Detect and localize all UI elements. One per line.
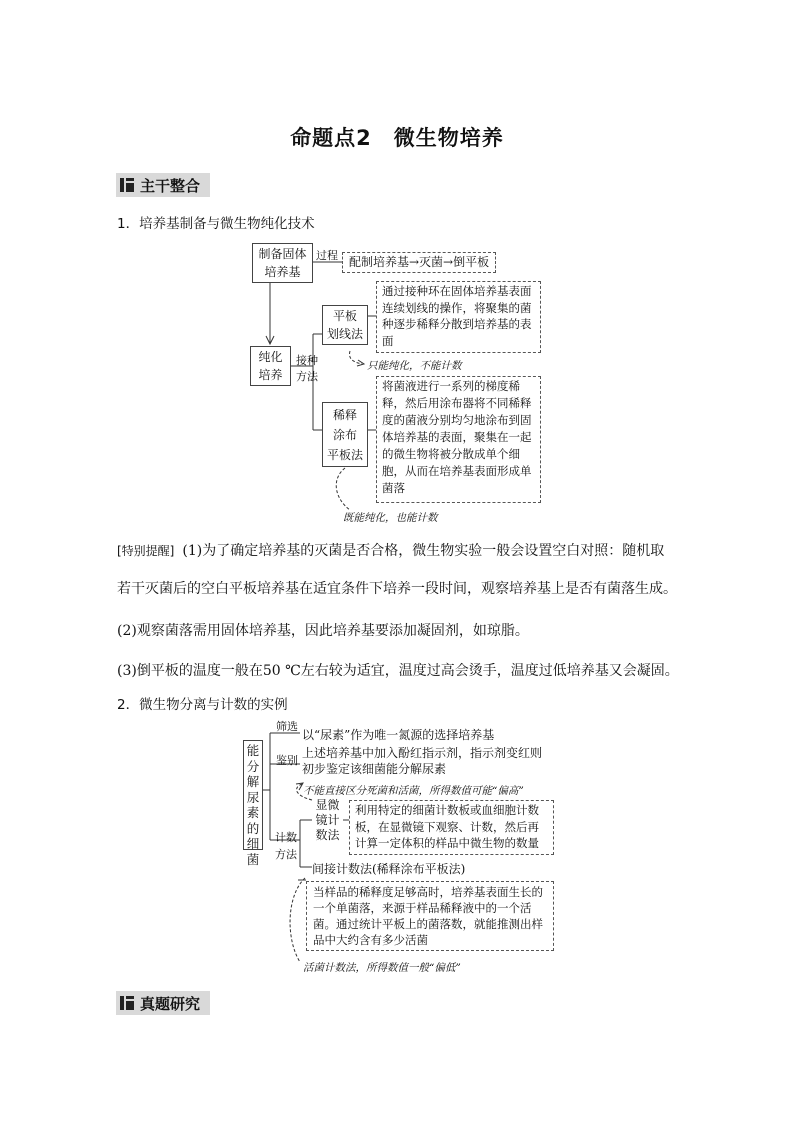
section-square-icon — [120, 996, 134, 1010]
spread-note: 既能纯化，也能计数 — [343, 512, 438, 524]
prep-medium-box: 制备固体 培养基 — [252, 243, 313, 283]
process-label: 过程 — [316, 249, 338, 262]
tip-paragraph-3: (3)倒平板的温度一般在50 ℃左右较为适宜，温度过高会烫手，温度过低培养基又会凝固。 — [117, 663, 679, 679]
heading-2: 2．微生物分离与计数的实例 — [117, 697, 288, 713]
spread-description: 将菌液进行一系列的梯度稀释，然后用涂布器将不同稀释度的菌液分别均匀地涂布到固体培养基的表面，聚集在一起的微生物将被分散成单个细胞，从而在培养基表面形成单菌落 — [376, 376, 541, 503]
spread-plate-box: 稀释 涂布 平板法 — [322, 402, 368, 467]
identify-label: 鉴别 — [276, 754, 298, 767]
section-header-exam — [116, 991, 210, 1015]
tip-tag: [特别提醒] — [117, 544, 175, 558]
tip-paragraph-2: (2)观察菌落需用固体培养基，因此培养基要添加凝固剂，如琼脂。 — [117, 623, 529, 639]
microscope-description: 利用特定的细菌计数板或血细胞计数板，在显微镜下观察、计数，然后再计算一定体积的样品中微生物的数量 — [349, 800, 554, 855]
count-method-label: 计数 方法 — [275, 831, 297, 861]
purify-culture-box: 纯化 培养 — [250, 346, 291, 386]
microscope-note: 不能直接区分死菌和活菌，所得数值可能“偏高” — [303, 785, 524, 797]
streak-plate-box: 平板 划线法 — [322, 305, 368, 345]
screen-label: 筛选 — [276, 720, 298, 733]
inoculation-method-label: 接种 方法 — [296, 354, 318, 383]
heading-1: 1．培养基制备与微生物纯化技术 — [117, 216, 315, 232]
section-label: 真题研究 — [140, 994, 201, 1013]
streak-description: 通过接种环在固体培养基表面连续划线的操作，将聚集的菌种逐步稀释分散到培养基的表面 — [376, 281, 541, 353]
page-title: 命题点2 微生物培养 — [290, 126, 504, 150]
tip-paragraph-1b: 若干灭菌后的空白平板培养基在适宜条件下培养一段时间，观察培养基上是否有菌落生成。 — [117, 581, 677, 597]
process-flow: 配制培养基→灭菌→倒平板 — [342, 252, 496, 273]
indirect-description: 当样品的稀释度足够高时，培养基表面生长的一个单菌落，来源于样品稀释液中的一个活菌。通过统计平板上的菌落数，就能推测出样品中大约含有多少活菌 — [306, 881, 554, 951]
tip-text-1a: (1)为了确定培养基的灭菌是否合格，微生物实验一般会设置空白对照：随机取 — [182, 543, 665, 559]
indirect-count-text: 间接计数法(稀释涂布平板法) — [312, 862, 466, 876]
streak-note: 只能纯化，不能计数 — [367, 360, 462, 372]
identify-text: 上述培养基中加入酚红指示剂，指示剂变红则初步鉴定该细菌能分解尿素 — [302, 746, 543, 776]
section-label: 主干整合 — [140, 176, 201, 195]
screen-text: 以“尿素”作为唯一氮源的选择培养基 — [302, 728, 495, 742]
indirect-note: 活菌计数法，所得数值一般“偏低” — [303, 962, 461, 974]
microscope-count-box: 显微 镜计 数法 — [315, 798, 340, 842]
root-urea-bacteria: 能分解尿素的细菌 — [243, 740, 263, 850]
